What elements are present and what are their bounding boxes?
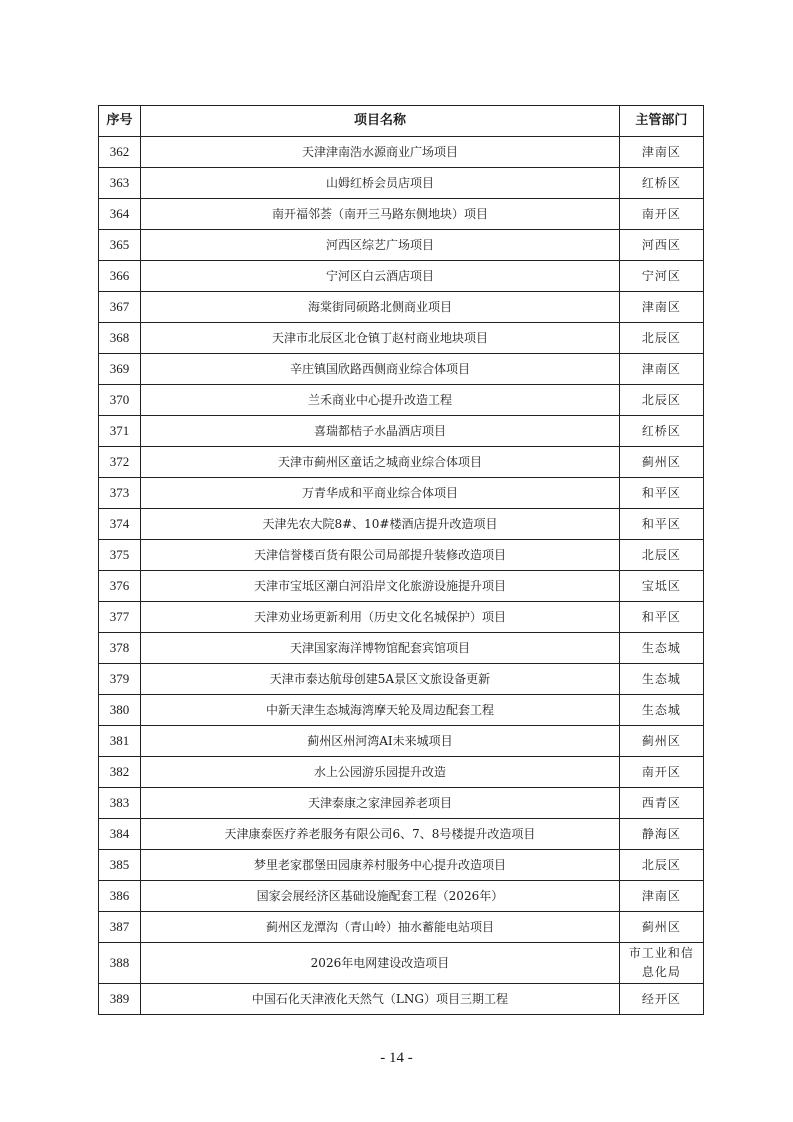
serial-number-cell: 370 — [99, 385, 141, 416]
table-header — [99, 106, 704, 137]
table-row — [99, 230, 704, 261]
department-cell: 经开区 — [619, 984, 703, 1015]
department-cell: 津南区 — [619, 137, 703, 168]
project-name-cell: 万青华成和平商业综合体项目 — [141, 478, 620, 509]
serial-number-cell: 384 — [99, 819, 141, 850]
department-cell: 南开区 — [619, 757, 703, 788]
serial-number-cell: 386 — [99, 881, 141, 912]
serial-number-cell: 382 — [99, 757, 141, 788]
serial-number-cell: 374 — [99, 509, 141, 540]
header-project-name: 项目名称 — [141, 106, 620, 137]
table-body — [99, 137, 704, 1015]
header-department: 主管部门 — [619, 106, 703, 137]
project-name-cell: 蓟州区龙潭沟（青山岭）抽水蓄能电站项目 — [141, 912, 620, 943]
serial-number-cell: 377 — [99, 602, 141, 633]
table-row — [99, 323, 704, 354]
table-header-row — [99, 106, 704, 137]
department-cell: 红桥区 — [619, 416, 703, 447]
project-name-cell: 蓟州区州河湾AI未来城项目 — [141, 726, 620, 757]
project-name-cell: 天津市泰达航母创建5A景区文旅设备更新 — [141, 664, 620, 695]
department-cell: 津南区 — [619, 354, 703, 385]
project-name-cell: 天津信誉楼百货有限公司局部提升装修改造项目 — [141, 540, 620, 571]
serial-number-cell: 372 — [99, 447, 141, 478]
table-row — [99, 478, 704, 509]
serial-number-cell: 365 — [99, 230, 141, 261]
project-name-cell: 山姆红桥会员店项目 — [141, 168, 620, 199]
department-cell: 蓟州区 — [619, 726, 703, 757]
department-cell: 市工业和信息化局 — [619, 943, 703, 984]
department-cell: 蓟州区 — [619, 447, 703, 478]
department-cell: 北辰区 — [619, 323, 703, 354]
table-row — [99, 168, 704, 199]
serial-number-cell: 363 — [99, 168, 141, 199]
department-cell: 津南区 — [619, 292, 703, 323]
department-cell: 西青区 — [619, 788, 703, 819]
serial-number-cell: 380 — [99, 695, 141, 726]
table-row — [99, 726, 704, 757]
table-row — [99, 912, 704, 943]
project-name-cell: 天津康泰医疗养老服务有限公司6、7、8号楼提升改造项目 — [141, 819, 620, 850]
table-row — [99, 943, 704, 984]
department-cell: 生态城 — [619, 633, 703, 664]
project-name-cell: 梦里老家郡堡田园康养村服务中心提升改造项目 — [141, 850, 620, 881]
table-row — [99, 199, 704, 230]
table-row — [99, 416, 704, 447]
project-name-cell: 国家会展经济区基础设施配套工程（2026年） — [141, 881, 620, 912]
table-row — [99, 819, 704, 850]
department-cell: 北辰区 — [619, 850, 703, 881]
project-name-cell: 中新天津生态城海湾摩天轮及周边配套工程 — [141, 695, 620, 726]
serial-number-cell: 364 — [99, 199, 141, 230]
department-cell: 生态城 — [619, 695, 703, 726]
serial-number-cell: 375 — [99, 540, 141, 571]
table-row — [99, 602, 704, 633]
serial-number-cell: 369 — [99, 354, 141, 385]
serial-number-cell: 387 — [99, 912, 141, 943]
project-name-cell: 喜瑞都桔子水晶酒店项目 — [141, 416, 620, 447]
project-name-cell: 水上公园游乐园提升改造 — [141, 757, 620, 788]
serial-number-cell: 378 — [99, 633, 141, 664]
serial-number-cell: 381 — [99, 726, 141, 757]
table-row — [99, 664, 704, 695]
department-cell: 蓟州区 — [619, 912, 703, 943]
table-row — [99, 261, 704, 292]
project-name-cell: 天津先农大院8#、10#楼酒店提升改造项目 — [141, 509, 620, 540]
department-cell: 南开区 — [619, 199, 703, 230]
department-cell: 北辰区 — [619, 385, 703, 416]
project-name-cell: 天津市北辰区北仓镇丁赵村商业地块项目 — [141, 323, 620, 354]
serial-number-cell: 367 — [99, 292, 141, 323]
table-row — [99, 292, 704, 323]
project-name-cell: 天津津南浩水源商业广场项目 — [141, 137, 620, 168]
table-row — [99, 447, 704, 478]
department-cell: 红桥区 — [619, 168, 703, 199]
project-name-cell: 海棠街同硕路北侧商业项目 — [141, 292, 620, 323]
department-cell: 河西区 — [619, 230, 703, 261]
department-cell: 生态城 — [619, 664, 703, 695]
table-row — [99, 757, 704, 788]
department-cell: 宁河区 — [619, 261, 703, 292]
page-number: - 14 - — [380, 1050, 413, 1066]
project-name-cell: 天津市宝坻区潮白河沿岸文化旅游设施提升项目 — [141, 571, 620, 602]
project-name-cell: 兰禾商业中心提升改造工程 — [141, 385, 620, 416]
project-name-cell: 南开福邻荟（南开三马路东侧地块）项目 — [141, 199, 620, 230]
serial-number-cell: 389 — [99, 984, 141, 1015]
project-table — [98, 105, 704, 1015]
project-name-cell: 天津泰康之家津园养老项目 — [141, 788, 620, 819]
table-row — [99, 571, 704, 602]
table-row — [99, 540, 704, 571]
department-cell: 和平区 — [619, 509, 703, 540]
project-name-cell: 天津劝业场更新利用（历史文化名城保护）项目 — [141, 602, 620, 633]
project-name-cell: 河西区综艺广场项目 — [141, 230, 620, 261]
header-serial-number: 序号 — [99, 106, 141, 137]
serial-number-cell: 368 — [99, 323, 141, 354]
department-cell: 北辰区 — [619, 540, 703, 571]
table-row — [99, 385, 704, 416]
project-name-cell: 2026年电网建设改造项目 — [141, 943, 620, 984]
table-row — [99, 137, 704, 168]
project-name-cell: 宁河区白云酒店项目 — [141, 261, 620, 292]
serial-number-cell: 366 — [99, 261, 141, 292]
department-cell: 和平区 — [619, 602, 703, 633]
table-row — [99, 695, 704, 726]
department-cell: 津南区 — [619, 881, 703, 912]
table-row — [99, 881, 704, 912]
department-cell: 静海区 — [619, 819, 703, 850]
project-name-cell: 天津市蓟州区童话之城商业综合体项目 — [141, 447, 620, 478]
serial-number-cell: 388 — [99, 943, 141, 984]
table-row — [99, 984, 704, 1015]
serial-number-cell: 362 — [99, 137, 141, 168]
department-cell: 宝坻区 — [619, 571, 703, 602]
serial-number-cell: 376 — [99, 571, 141, 602]
table-row — [99, 633, 704, 664]
serial-number-cell: 383 — [99, 788, 141, 819]
table-row — [99, 850, 704, 881]
project-name-cell: 天津国家海洋博物馆配套宾馆项目 — [141, 633, 620, 664]
serial-number-cell: 385 — [99, 850, 141, 881]
table-row — [99, 788, 704, 819]
serial-number-cell: 379 — [99, 664, 141, 695]
serial-number-cell: 373 — [99, 478, 141, 509]
project-name-cell: 中国石化天津液化天然气（LNG）项目三期工程 — [141, 984, 620, 1015]
department-cell: 和平区 — [619, 478, 703, 509]
serial-number-cell: 371 — [99, 416, 141, 447]
project-name-cell: 辛庄镇国欣路西侧商业综合体项目 — [141, 354, 620, 385]
table-row — [99, 509, 704, 540]
table-row — [99, 354, 704, 385]
